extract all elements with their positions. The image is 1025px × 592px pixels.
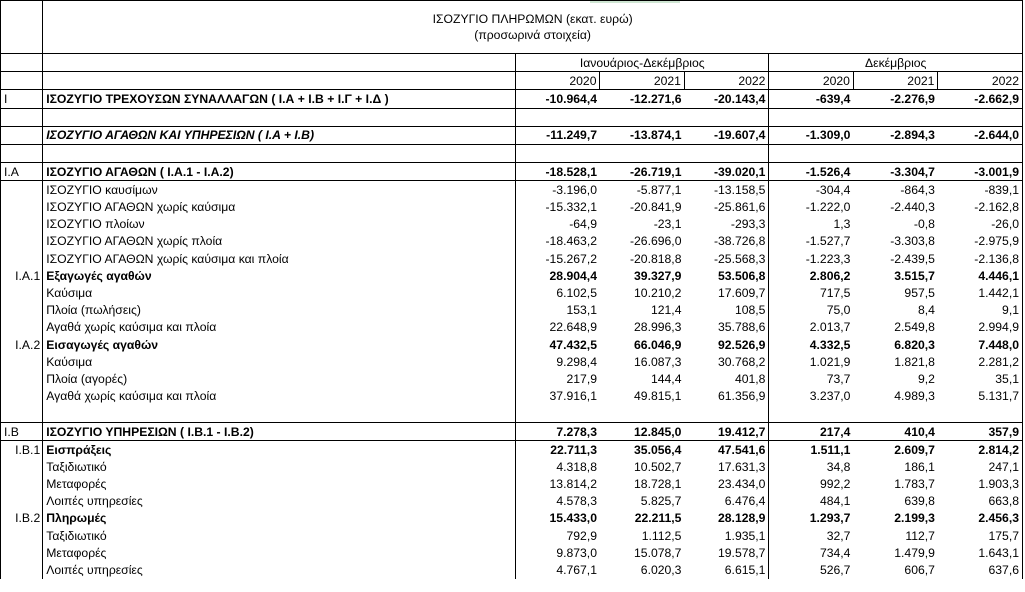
row-value: 637,6 <box>938 561 1023 578</box>
table-row <box>1 370 1023 387</box>
row-label: Καύσιμα <box>43 284 516 301</box>
row-value: 37.916,1 <box>549 389 597 404</box>
row-value: 792,9 <box>566 528 597 543</box>
row-value: 8,4 <box>917 303 935 318</box>
row-value: 1.821,8 <box>894 354 935 369</box>
row-code <box>1 284 43 301</box>
row-value: 3.237,0 <box>809 389 851 404</box>
table-row <box>1 199 1023 216</box>
table-row <box>1 267 1023 284</box>
row-value: 4.578,3 <box>556 494 597 509</box>
row-value: -19.607,4 <box>684 126 768 144</box>
row-value: -2.439,5 <box>890 251 935 266</box>
row-value <box>684 405 768 423</box>
table-row <box>1 561 1023 578</box>
row-value: 22.648,9 <box>549 320 597 335</box>
table-row <box>1 250 1023 267</box>
header-year-row <box>1 72 1023 90</box>
row-value: 5.825,7 <box>640 494 682 509</box>
row-value: 1.479,9 <box>894 545 935 560</box>
row-value: -2.662,9 <box>938 90 1023 108</box>
header-year-1: 2021 <box>600 72 684 90</box>
row-value: 526,7 <box>819 563 851 578</box>
row-value: 7.448,0 <box>938 336 1023 353</box>
row-value: 15.433,0 <box>549 511 597 526</box>
row-value <box>938 405 1023 423</box>
row-value: 6.476,4 <box>684 493 768 510</box>
row-value: -13.158,5 <box>684 181 768 199</box>
row-value: 35.788,6 <box>684 319 768 336</box>
row-value <box>769 405 853 423</box>
table-row <box>1 302 1023 319</box>
row-value: -864,3 <box>900 182 935 197</box>
row-value: 401,8 <box>684 370 768 387</box>
row-value: -2.276,9 <box>853 90 937 108</box>
table-row <box>1 476 1023 493</box>
row-label: Λοιπές υπηρεσίες <box>43 561 516 578</box>
row-value: -18.528,1 <box>516 163 600 181</box>
row-value: 9.298,4 <box>556 354 597 369</box>
row-value: -1.527,7 <box>805 234 851 249</box>
row-value: -1.223,3 <box>805 251 851 266</box>
row-value: 35,1 <box>938 370 1023 387</box>
row-label: Καύσιμα <box>43 353 516 370</box>
row-label <box>43 108 516 126</box>
row-label: Αγαθά χωρίς καύσιμα και πλοία <box>43 388 516 405</box>
row-code <box>1 233 43 250</box>
row-code <box>1 250 43 267</box>
row-value: -13.874,1 <box>600 126 684 144</box>
row-value: -26,0 <box>938 216 1023 233</box>
row-value: 9.873,0 <box>556 545 597 560</box>
table-title <box>43 1 1023 54</box>
row-code <box>1 199 43 216</box>
row-value: 175,7 <box>938 527 1023 544</box>
row-value: 484,1 <box>819 494 851 509</box>
row-value: 49.815,1 <box>634 389 682 404</box>
row-value: 66.046,9 <box>634 337 682 352</box>
row-value <box>853 405 937 423</box>
row-code <box>1 544 43 561</box>
row-value: 28.996,3 <box>634 320 682 335</box>
row-code <box>1 319 43 336</box>
table-row <box>1 90 1023 108</box>
table-row <box>1 284 1023 301</box>
row-value: 717,5 <box>819 286 851 301</box>
row-code <box>1 302 43 319</box>
row-code <box>1 561 43 578</box>
row-value: 1.511,1 <box>810 442 851 457</box>
table-row <box>1 353 1023 370</box>
row-value: 32,7 <box>826 528 851 543</box>
row-code: Ι.Β.2 <box>1 510 43 527</box>
row-label: ΙΣΟΖΥΓΙΟ πλοίων <box>43 216 516 233</box>
spacer-row <box>1 405 1023 423</box>
row-value: 606,7 <box>904 563 935 578</box>
row-label <box>43 405 516 423</box>
row-label: Αγαθά χωρίς καύσιμα και πλοία <box>43 319 516 336</box>
header-year-4: 2021 <box>853 72 937 90</box>
header-year-3: 2020 <box>769 72 853 90</box>
row-value: 9,1 <box>938 302 1023 319</box>
row-value: -18.463,2 <box>545 234 597 249</box>
row-value: 15.078,7 <box>634 545 682 560</box>
row-value: 2.549,8 <box>894 320 935 335</box>
row-value: 2.013,7 <box>809 320 851 335</box>
row-value <box>600 405 684 423</box>
row-value: 1.903,3 <box>938 476 1023 493</box>
row-value <box>853 144 937 162</box>
row-code <box>1 405 43 423</box>
table-row <box>1 458 1023 475</box>
row-value: 410,4 <box>853 422 937 440</box>
row-code: I.B <box>1 422 43 440</box>
row-code: Ι.Α.2 <box>1 336 43 353</box>
row-value: -1.526,4 <box>769 163 853 181</box>
row-label: Ταξιδιωτικό <box>43 458 516 475</box>
header-year-0: 2020 <box>516 72 600 90</box>
corner-cell <box>1 1 43 54</box>
title-line-2: (προσωρινά στοιχεία) <box>474 28 591 42</box>
row-value: 4.767,1 <box>556 563 597 578</box>
row-value: 47.541,6 <box>684 441 768 459</box>
row-code <box>1 353 43 370</box>
row-value: -304,4 <box>815 182 851 197</box>
row-value: 35.056,4 <box>634 442 682 457</box>
row-value: -2.162,8 <box>938 199 1023 216</box>
row-value: -1.309,0 <box>769 126 853 144</box>
row-value: -3.303,8 <box>890 234 935 249</box>
table-row <box>1 126 1023 144</box>
row-value: 153,1 <box>566 303 597 318</box>
row-value: 1.783,7 <box>894 477 935 492</box>
row-label: ΙΣΟΖΥΓΙΟ καυσίμων <box>43 181 516 199</box>
table-row <box>1 216 1023 233</box>
row-value: -15.332,1 <box>545 200 597 215</box>
row-value: 16.087,3 <box>634 354 682 369</box>
row-label: Πληρωμές <box>43 510 516 527</box>
row-value <box>769 144 853 162</box>
table-row <box>1 163 1023 181</box>
row-value: -25.861,6 <box>684 199 768 216</box>
row-value: -2.975,9 <box>938 233 1023 250</box>
row-value: 34,8 <box>826 459 851 474</box>
spacer-row <box>1 108 1023 126</box>
row-value: 2.609,7 <box>894 442 935 457</box>
row-value: -15.267,2 <box>545 251 597 266</box>
row-value: 10.210,2 <box>634 286 682 301</box>
row-value: -38.726,8 <box>684 233 768 250</box>
row-code <box>1 181 43 199</box>
row-value: -26.696,0 <box>629 234 682 249</box>
row-label: ΙΣΟΖΥΓΙΟ ΑΓΑΘΩΝ χωρίς καύσιμα <box>43 199 516 216</box>
row-code <box>1 476 43 493</box>
row-value: 17.631,3 <box>684 458 768 475</box>
row-value: 6.020,3 <box>640 563 682 578</box>
table-row <box>1 319 1023 336</box>
table-row <box>1 510 1023 527</box>
row-value: -639,4 <box>769 90 853 108</box>
header-year-5: 2022 <box>938 72 1023 90</box>
row-label: Μεταφορές <box>43 544 516 561</box>
row-value <box>684 144 768 162</box>
row-label: Λοιπές υπηρεσίες <box>43 493 516 510</box>
table-row <box>1 233 1023 250</box>
row-code <box>1 388 43 405</box>
row-value <box>600 108 684 126</box>
table-row <box>1 544 1023 561</box>
row-value: 1,3 <box>833 217 851 232</box>
row-label: Ταξιδιωτικό <box>43 527 516 544</box>
row-value <box>600 144 684 162</box>
header-group-jan-dec: Ιανουάριος-Δεκέμβριος <box>516 54 769 72</box>
row-code <box>1 527 43 544</box>
row-value: 4.446,1 <box>938 267 1023 284</box>
row-value: -64,9 <box>569 217 597 232</box>
row-value: -2.894,3 <box>853 126 937 144</box>
row-value: -2.440,3 <box>890 200 935 215</box>
row-label: ΙΣΟΖΥΓΙΟ ΤΡΕΧΟΥΣΩΝ ΣΥΝΑΛΛΑΓΩΝ ( Ι.Α + Ι.Β + Ι.Γ + Ι.Δ ) <box>43 90 516 108</box>
row-value: 6.615,1 <box>684 561 768 578</box>
table-row <box>1 388 1023 405</box>
row-value: 2.281,2 <box>938 353 1023 370</box>
row-value: 92.526,9 <box>684 336 768 353</box>
row-value: -3.304,7 <box>853 163 937 181</box>
row-value: 13.814,2 <box>549 477 597 492</box>
row-label: ΙΣΟΖΥΓΙΟ ΑΓΑΘΩΝ χωρίς πλοία <box>43 233 516 250</box>
row-value: -839,1 <box>938 181 1023 199</box>
row-value: 10.502,7 <box>634 459 682 474</box>
row-value <box>769 108 853 126</box>
row-value: 121,4 <box>650 303 682 318</box>
row-label: Εισαγωγές αγαθών <box>43 336 516 353</box>
row-value: 357,9 <box>938 422 1023 440</box>
row-value: 186,1 <box>904 459 935 474</box>
row-value: 12.845,0 <box>600 422 684 440</box>
row-value: 19.412,7 <box>684 422 768 440</box>
row-value: 19.578,7 <box>684 544 768 561</box>
row-label: Εισπράξεις <box>43 441 516 459</box>
row-value <box>684 108 768 126</box>
row-value: 108,5 <box>684 302 768 319</box>
row-code <box>1 144 43 162</box>
row-value: 639,8 <box>904 494 935 509</box>
row-value: 957,5 <box>904 286 935 301</box>
row-value: -39.020,1 <box>684 163 768 181</box>
title-line-1: ΙΣΟΖΥΓΙΟ ΠΛΗΡΩΜΩΝ (εκατ. ευρώ) <box>432 12 633 26</box>
row-label: Πλοία (πωλήσεις) <box>43 302 516 319</box>
table-row <box>1 181 1023 199</box>
row-value: 112,7 <box>905 528 935 543</box>
row-value: -20.143,4 <box>684 90 768 108</box>
row-value: 30.768,2 <box>684 353 768 370</box>
row-code <box>1 370 43 387</box>
row-value: 18.728,1 <box>634 477 682 492</box>
row-value <box>938 108 1023 126</box>
row-code <box>1 458 43 475</box>
row-value <box>516 405 600 423</box>
row-value: -2.644,0 <box>938 126 1023 144</box>
row-label: ΙΣΟΖΥΓΙΟ ΥΠΗΡΕΣΙΩΝ ( Ι.Β.1 - Ι.Β.2) <box>43 422 516 440</box>
row-value: 1.935,1 <box>684 527 768 544</box>
row-value: 1.021,9 <box>809 354 851 369</box>
row-label: ΙΣΟΖΥΓΙΟ ΑΓΑΘΩΝ ΚΑΙ ΥΠΗΡΕΣΙΩΝ ( Ι.Α + Ι.Β) <box>43 126 516 144</box>
row-value: 2.456,3 <box>938 510 1023 527</box>
table-row <box>1 527 1023 544</box>
table-row <box>1 336 1023 353</box>
row-value: 75,0 <box>826 303 851 318</box>
row-code: I.A <box>1 163 43 181</box>
row-value: -293,3 <box>684 216 768 233</box>
table-row <box>1 493 1023 510</box>
row-value: 144,4 <box>650 371 682 386</box>
row-value: -10.964,4 <box>516 90 600 108</box>
row-code: Ι.Β.1 <box>1 441 43 459</box>
row-value: 47.432,5 <box>549 337 597 352</box>
row-label: ΙΣΟΖΥΓΙΟ ΑΓΑΘΩΝ ( Ι.Α.1 - Ι.Α.2) <box>43 163 516 181</box>
row-value: 1.643,1 <box>938 544 1023 561</box>
row-value: 217,4 <box>769 422 853 440</box>
row-value: -5.877,1 <box>636 182 682 197</box>
row-value: 1.442,1 <box>938 284 1023 301</box>
row-value: 7.278,3 <box>516 422 600 440</box>
header-year-2: 2022 <box>684 72 768 90</box>
spacer-row <box>1 144 1023 162</box>
row-value: -23,1 <box>653 217 682 232</box>
row-code: Ι.Α.1 <box>1 267 43 284</box>
row-value: -3.001,9 <box>938 163 1023 181</box>
row-value: 6.820,3 <box>894 337 935 352</box>
row-label: Μεταφορές <box>43 476 516 493</box>
row-value: 2.199,3 <box>894 511 935 526</box>
row-label <box>43 144 516 162</box>
row-value: 39.327,9 <box>634 268 682 283</box>
row-value: -3.196,0 <box>552 182 597 197</box>
row-value: -26.719,1 <box>600 163 684 181</box>
row-label: Πλοία (αγορές) <box>43 370 516 387</box>
row-value: -11.249,7 <box>516 126 600 144</box>
row-value: 73,7 <box>826 371 851 386</box>
row-code <box>1 216 43 233</box>
row-value <box>516 144 600 162</box>
row-value: -20.841,9 <box>629 200 682 215</box>
row-value: 9,2 <box>917 371 935 386</box>
row-value: 663,8 <box>938 493 1023 510</box>
row-code: I <box>1 90 43 108</box>
row-value: 5.131,7 <box>938 388 1023 405</box>
row-value: 4.989,3 <box>894 389 935 404</box>
row-label: ΙΣΟΖΥΓΙΟ ΑΓΑΘΩΝ χωρίς καύσιμα και πλοία <box>43 250 516 267</box>
row-value: -0,8 <box>913 217 935 232</box>
row-label: Εξαγωγές αγαθών <box>43 267 516 284</box>
row-value: 992,2 <box>819 477 851 492</box>
row-value <box>516 108 600 126</box>
row-value: 22.211,5 <box>634 511 682 526</box>
row-value: 28.128,9 <box>684 510 768 527</box>
row-code <box>1 108 43 126</box>
row-value <box>938 144 1023 162</box>
row-code <box>1 493 43 510</box>
row-value: 4.332,5 <box>809 337 851 352</box>
row-value: 53.506,8 <box>684 267 768 284</box>
header-group-row <box>1 54 1023 72</box>
row-value: 6.102,5 <box>556 286 597 301</box>
row-value: 734,4 <box>819 545 851 560</box>
row-value: 3.515,7 <box>894 268 935 283</box>
row-value: 22.711,3 <box>550 442 597 457</box>
header-group-december: Δεκέμβριος <box>769 54 1023 72</box>
table-row <box>1 422 1023 440</box>
row-value: 2.994,9 <box>938 319 1023 336</box>
row-value: -12.271,6 <box>600 90 684 108</box>
row-value: 1.293,7 <box>809 511 851 526</box>
row-value: 1.112,5 <box>641 528 682 543</box>
row-value <box>853 108 937 126</box>
row-value: 17.609,7 <box>684 284 768 301</box>
row-value: 2.814,2 <box>938 441 1023 459</box>
row-value: 28.904,4 <box>549 268 597 283</box>
row-value: -20.818,8 <box>629 251 682 266</box>
row-value: 61.356,9 <box>684 388 768 405</box>
row-value: 4.318,8 <box>556 459 597 474</box>
row-value: -1.222,0 <box>805 200 851 215</box>
row-value: 247,1 <box>938 458 1023 475</box>
row-value: 23.434,0 <box>684 476 768 493</box>
table-row <box>1 441 1023 459</box>
row-value: -2.136,8 <box>938 250 1023 267</box>
row-value: 2.806,2 <box>809 268 851 283</box>
row-value: 217,9 <box>566 371 597 386</box>
row-code <box>1 126 43 144</box>
row-value: -25.568,3 <box>684 250 768 267</box>
